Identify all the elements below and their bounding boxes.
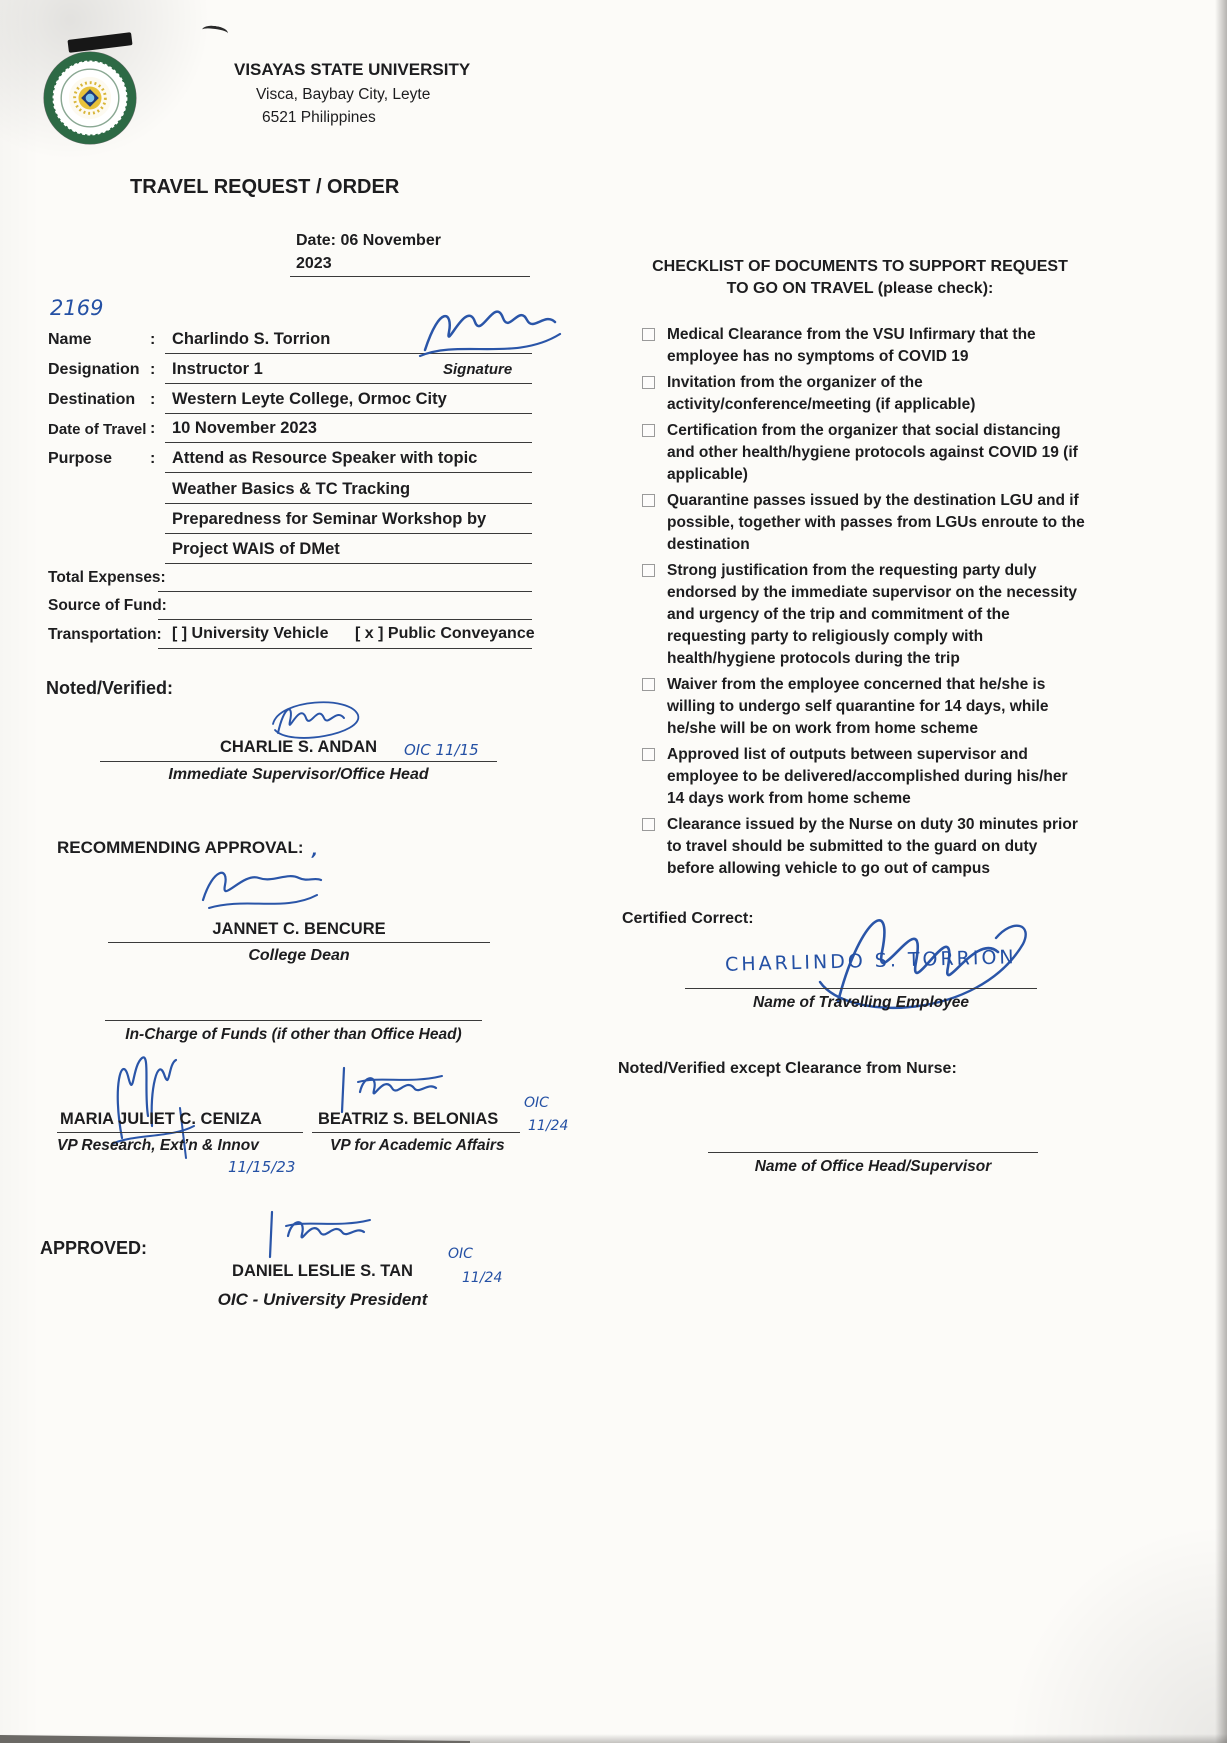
checkbox-icon (642, 564, 655, 577)
vp-academic-caption: VP for Academic Affairs (330, 1137, 505, 1154)
colon: : (150, 420, 156, 437)
pen-mark: ’ (310, 850, 317, 870)
purpose-underline-3 (165, 533, 532, 534)
vp-academic-name: BEATRIZ S. BELONIAS (318, 1110, 499, 1128)
source-of-fund-label: Source of Fund: (48, 597, 167, 614)
vp-research-annotation-handwritten: 11/15/23 (228, 1158, 296, 1176)
vp-academic-annotation-line2: 11/24 (528, 1118, 569, 1134)
destination-underline (165, 413, 532, 414)
recommending-approval-heading: RECOMMENDING APPROVAL: (57, 838, 304, 857)
checklist-item (642, 744, 1085, 810)
transportation-public-option: [ x ] Public Conveyance (355, 625, 535, 642)
checklist-item-text: Quarantine passes issued by the destination LGU and if possible, together with passes from LGUs enroute to the destination (667, 492, 1085, 553)
destination-label: Destination (48, 391, 136, 408)
designation-value: Instructor 1 (172, 360, 263, 378)
checklist-title-line2: TO GO ON TRAVEL (please check): (726, 280, 994, 297)
checklist-item-text: Strong justification from the requesting party duly endorsed by the immediate supervisor on the necessity and urgency of the trip and commitment of the requesting party to religiously comply with health/hygiene protocols during the trip (667, 562, 1078, 667)
checklist-item-text: Invitation from the organizer of the activity/conference/meeting (if applicable) (667, 374, 976, 413)
checkbox-icon (642, 494, 655, 507)
university-address-line2: 6521 Philippines (262, 109, 376, 126)
dean-underline (108, 942, 490, 943)
employee-signature-scribble (415, 292, 565, 370)
date-line2: 2023 (296, 255, 332, 272)
vp-research-caption: VP Research, Ext’n & Innov (57, 1137, 259, 1154)
purpose-underline-4 (165, 563, 532, 564)
checkbox-icon (642, 818, 655, 831)
total-expenses-label: Total Expenses: (48, 569, 166, 586)
checklist-item (642, 324, 1085, 368)
ref-number-handwritten: 2169 (50, 296, 104, 320)
dean-caption: College Dean (248, 947, 350, 964)
purpose-line-1: Attend as Resource Speaker with topic (172, 449, 478, 467)
funds-caption: In-Charge of Funds (if other than Office Head) (125, 1026, 462, 1043)
checklist-item-text: Certification from the organizer that social distancing and other health/hygiene protocols against COVID 19 (if applicable) (667, 422, 1078, 483)
president-signature-scribble (258, 1202, 393, 1264)
vp-academic-underline (312, 1132, 520, 1133)
checkbox-icon (642, 424, 655, 437)
purpose-line-4: Project WAIS of DMet (172, 540, 340, 558)
president-annotation-line1: OIC (448, 1246, 473, 1262)
signature-label: Signature (443, 361, 513, 378)
purpose-underline-1 (165, 472, 532, 473)
certified-caption: Name of Travelling Employee (753, 994, 969, 1011)
transportation-university-option: [ ] University Vehicle (172, 625, 329, 642)
source-of-fund-underline (158, 619, 532, 620)
certified-correct-heading: Certified Correct: (622, 910, 754, 927)
name-value: Charlindo S. Torrion (172, 330, 331, 348)
supervisor-caption: Immediate Supervisor/Office Head (168, 766, 429, 783)
office-head-caption: Name of Office Head/Supervisor (754, 1158, 992, 1175)
office-head-underline (708, 1152, 1038, 1153)
checklist-item (642, 814, 1085, 880)
scan-artifact-mark (201, 24, 228, 39)
checklist (642, 324, 1085, 884)
university-name: VISAYAS STATE UNIVERSITY (234, 60, 471, 79)
vp-academic-annotation-line1: OIC (524, 1095, 549, 1111)
date-of-travel-label: Date of Travel (48, 421, 147, 438)
noted-except-heading: Noted/Verified except Clearance from Nurse: (618, 1060, 957, 1077)
purpose-label: Purpose (48, 450, 113, 467)
checklist-item-text: Clearance issued by the Nurse on duty 30 minutes prior to travel should be submitted to the guard on duty before allowing vehicle to go out of campus (667, 816, 1078, 877)
employee-name-handwritten: CHARLINDO S. TORRION (724, 946, 1017, 976)
checklist-item-text: Waiver from the employee concerned that he/she is willing to undergo self quarantine for 14 days, while he/she will be on work from home scheme (667, 676, 1049, 737)
president-annotation-line2: 11/24 (462, 1270, 503, 1286)
date-of-travel-underline (165, 442, 532, 443)
checklist-item (642, 490, 1085, 556)
colon: : (150, 361, 156, 378)
date-underline (290, 276, 530, 277)
dean-signature-scribble (195, 858, 330, 920)
checkbox-icon (642, 748, 655, 761)
university-address-line1: Visca, Baybay City, Leyte (256, 86, 431, 103)
vp-research-name: MARIA JULIET C. CENIZA (60, 1110, 262, 1128)
total-expenses-underline (158, 591, 532, 592)
president-name: DANIEL LESLIE S. TAN (232, 1262, 413, 1280)
checkbox-icon (642, 376, 655, 389)
checkbox-icon (642, 328, 655, 341)
vp-research-underline (57, 1132, 303, 1133)
purpose-underline-2 (165, 503, 532, 504)
purpose-line-3: Preparedness for Seminar Workshop by (172, 510, 487, 528)
date-line1: Date: 06 November (296, 232, 441, 249)
colon: : (150, 331, 156, 348)
colon: : (150, 450, 156, 467)
checklist-item (642, 560, 1085, 670)
checklist-item (642, 372, 1085, 416)
supervisor-name: CHARLIE S. ANDAN (219, 738, 378, 756)
certified-underline (685, 988, 1037, 989)
transportation-underline (158, 648, 532, 649)
noted-verified-heading: Noted/Verified: (46, 678, 174, 698)
checklist-item (642, 674, 1085, 740)
scan-edge-shadow (1215, 0, 1227, 1743)
approved-heading: APPROVED: (40, 1238, 148, 1258)
purpose-line-2: Weather Basics & TC Tracking (172, 480, 411, 498)
colon: : (150, 391, 156, 408)
designation-label: Designation (48, 361, 140, 378)
supervisor-underline (100, 761, 497, 762)
date-of-travel-value: 10 November 2023 (172, 419, 317, 437)
checkbox-icon (642, 678, 655, 691)
checklist-title-line1: CHECKLIST OF DOCUMENTS TO SUPPORT REQUEST (652, 258, 1068, 275)
funds-underline (105, 1020, 482, 1021)
president-caption: OIC - University President (217, 1290, 428, 1309)
destination-value: Western Leyte College, Ormoc City (172, 390, 447, 408)
form-title: TRAVEL REQUEST / ORDER (130, 176, 400, 198)
designation-underline (165, 383, 532, 384)
checklist-item-text: Approved list of outputs between supervisor and employee to be delivered/accomplished during his/her 14 days work from home scheme (667, 746, 1068, 807)
checklist-item-text: Medical Clearance from the VSU Infirmary that the employee has no symptoms of COVID 19 (667, 326, 1036, 365)
dean-name: JANNET C. BENCURE (212, 920, 386, 938)
transportation-label: Transportation: (48, 626, 162, 643)
name-label: Name (48, 331, 92, 348)
checklist-item (642, 420, 1085, 486)
supervisor-annotation-handwritten: OIC 11/15 (404, 741, 479, 759)
university-seal-logo (42, 50, 138, 146)
